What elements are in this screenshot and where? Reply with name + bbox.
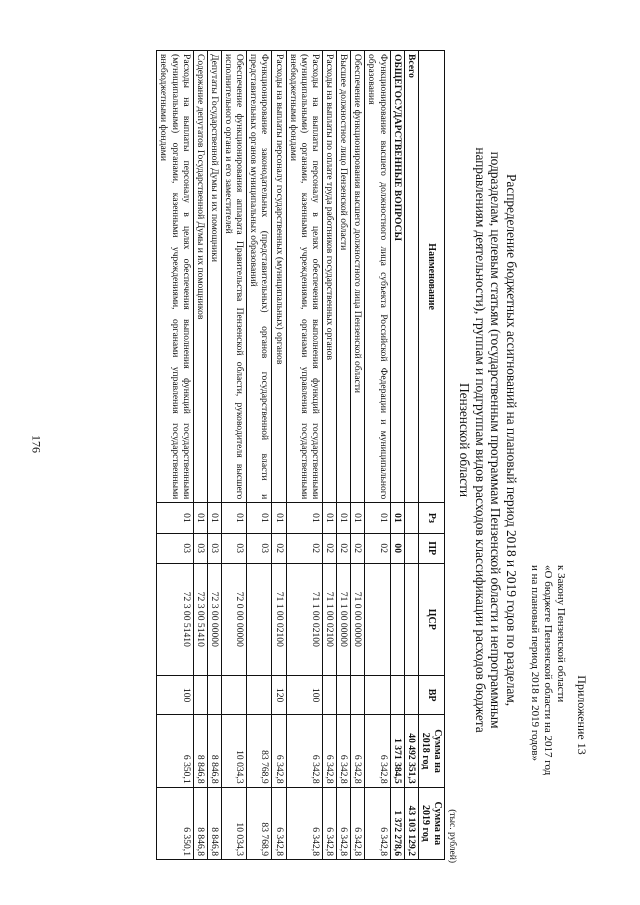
appendix-title: Приложение 13: [575, 675, 589, 755]
cell-rz: 01: [247, 503, 272, 533]
table-row: [247, 51, 272, 860]
cell-csr: [247, 563, 272, 675]
cell-pr: 02: [322, 533, 336, 563]
cell-vr: [404, 675, 418, 715]
header-pr: ПР: [418, 533, 444, 563]
cell-sum-2019: 6 342,8: [365, 787, 390, 859]
page-number: 176: [29, 435, 44, 453]
cell-vr: [221, 675, 246, 715]
cell-pr: 03: [157, 533, 193, 563]
cell-csr: 71 1 00 02100: [322, 563, 336, 675]
cell-sum-2018: 8 846,8: [207, 715, 221, 787]
cell-vr: [365, 675, 390, 715]
cell-sum-2019: 6 342,8: [351, 787, 365, 859]
cell-rz: 01: [390, 503, 404, 533]
cell-sum-2019: 8 846,8: [193, 787, 207, 859]
cell-csr: [365, 563, 390, 675]
cell-sum-2019: 83 768,9: [247, 787, 272, 859]
cell-sum-2019: 6 342,8: [322, 787, 336, 859]
rotated-page: [65, 20, 625, 885]
cell-csr: 71 1 00 02100: [286, 563, 322, 675]
cell-sum-2018: 6 350,1: [157, 715, 193, 787]
cell-rz: 01: [365, 503, 390, 533]
cell-csr: 71 0 00 00000: [351, 563, 365, 675]
cell-pr: 02: [337, 533, 351, 563]
cell-pr: 02: [365, 533, 390, 563]
cell-sum-2018: 8 846,8: [193, 715, 207, 787]
cell-sum-2018: 6 342,8: [286, 715, 322, 787]
cell-vr: 120: [272, 675, 286, 715]
appendix-line: и на плановый период 2018 и 2019 годов»: [528, 565, 541, 762]
cell-sum-2019: 6 342,8: [337, 787, 351, 859]
cell-rz: 01: [337, 503, 351, 533]
cell-name: Всего: [404, 51, 418, 503]
cell-csr: 72 3 00 51410: [193, 563, 207, 675]
appendix-line: к Закону Пензенской области: [554, 565, 567, 703]
cell-sum-2019: 6 350,1: [157, 787, 193, 859]
cell-sum-2018: 10 034,3: [221, 715, 246, 787]
cell-vr: [351, 675, 365, 715]
units-label: (тыс. рублей): [447, 809, 457, 863]
cell-sum-2019: 6 342,8: [286, 787, 322, 859]
table-row: [322, 51, 336, 860]
cell-csr: 72 3 00 00000: [207, 563, 221, 675]
table-header-row: [418, 51, 444, 860]
table-row: [193, 51, 207, 860]
cell-sum-2019: 10 034,3: [221, 787, 246, 859]
cell-sum-2018: 83 768,9: [247, 715, 272, 787]
cell-csr: 72 3 00 51410: [157, 563, 193, 675]
cell-rz: 01: [322, 503, 336, 533]
cell-sum-2019: 8 846,8: [207, 787, 221, 859]
cell-rz: 01: [272, 503, 286, 533]
cell-vr: [337, 675, 351, 715]
cell-name: Расходы на выплаты по оплате труда работников государственных органов: [322, 51, 336, 503]
cell-sum-2018: 1 371 384,5: [390, 715, 404, 787]
cell-sum-2019: 6 342,8: [272, 787, 286, 859]
cell-pr: 03: [221, 533, 246, 563]
cell-name: Функционирование высшего должностного лица субъекта Российской Федерации и муниципального образования: [365, 51, 390, 503]
cell-name: ОБЩЕГОСУДАРСТВЕННЫЕ ВОПРОСЫ: [390, 51, 404, 503]
cell-vr: [390, 675, 404, 715]
cell-rz: 01: [193, 503, 207, 533]
cell-csr: 71 1 00 02100: [272, 563, 286, 675]
header-name: Наименование: [418, 51, 444, 503]
cell-pr: [404, 533, 418, 563]
table-row: [286, 51, 322, 860]
table-row: [365, 51, 390, 860]
header-sum-2018: Сумма на 2018 год: [418, 715, 444, 787]
cell-name: Расходы на выплаты персоналу государственных (муниципальных) органов: [272, 51, 286, 503]
cell-pr: 00: [390, 533, 404, 563]
cell-sum-2018: 6 342,8: [337, 715, 351, 787]
cell-vr: [193, 675, 207, 715]
cell-vr: [247, 675, 272, 715]
header-vr: ВР: [418, 675, 444, 715]
cell-sum-2018: 40 492 351,3: [404, 715, 418, 787]
cell-sum-2018: 6 342,8: [322, 715, 336, 787]
cell-pr: 02: [286, 533, 322, 563]
header-sum-2019: Сумма на 2019 год: [418, 787, 444, 859]
table-row: [272, 51, 286, 860]
table-body: [157, 51, 419, 860]
cell-name: Расходы на выплаты персоналу в целях обеспечения выполнения функций государственными (муниципальными) органами, казенными учреждениями, органами управления государственными внебюджетными фондами: [157, 51, 193, 503]
table-row: [157, 51, 193, 860]
cell-name: Обеспечение функционирования высшего должностного лица Пензенской области: [351, 51, 365, 503]
cell-rz: 01: [286, 503, 322, 533]
appendix-line: «О бюджете Пензенской области на 2017 год: [541, 565, 554, 776]
cell-name: Расходы на выплаты персоналу в целях обеспечения выполнения функций государственными (муниципальными) органами, казенными учреждениями, органами управления государственными внебюджетными фондами: [286, 51, 322, 503]
cell-csr: [390, 563, 404, 675]
cell-sum-2018: 6 342,8: [365, 715, 390, 787]
cell-csr: 71 1 00 00000: [337, 563, 351, 675]
cell-vr: 100: [286, 675, 322, 715]
table-row: [337, 51, 351, 860]
cell-rz: [404, 503, 418, 533]
cell-csr: 72 0 00 00000: [221, 563, 246, 675]
cell-name: Депутаты Государственной Думы и их помощники: [207, 51, 221, 503]
table-row: [221, 51, 246, 860]
budget-table: [156, 50, 445, 860]
cell-vr: [207, 675, 221, 715]
document-title: Распределение бюджетных ассигнований на плановый период 2018 и 2019 годов по разделам, подразделам, целевым статьям (государственным программам Пензенской области и непрограммным направлениям деятельности), группам и подгруппам видов расходов классификации расходов бюджета Пензенской области: [457, 147, 519, 733]
cell-name: Функционирование законодательных (представительных) органов государственной власти и представительных органов муниципальных образований: [247, 51, 272, 503]
cell-vr: [322, 675, 336, 715]
cell-name: Содержание депутатов Государственной Думы и их помощников: [193, 51, 207, 503]
cell-rz: 01: [351, 503, 365, 533]
table-row: [207, 51, 221, 860]
table-row: [404, 51, 418, 860]
header-csr: ЦСР: [418, 563, 444, 675]
cell-pr: 03: [193, 533, 207, 563]
table-row: [390, 51, 404, 860]
cell-sum-2019: 43 103 129,2: [404, 787, 418, 859]
cell-sum-2019: 1 372 278,6: [390, 787, 404, 859]
cell-sum-2018: 6 342,8: [351, 715, 365, 787]
cell-rz: 01: [221, 503, 246, 533]
cell-csr: [404, 563, 418, 675]
cell-pr: 02: [351, 533, 365, 563]
cell-pr: 02: [272, 533, 286, 563]
cell-pr: 03: [207, 533, 221, 563]
cell-rz: 01: [207, 503, 221, 533]
cell-name: Обеспечение функционирования аппарата Правительства Пензенской области, руководителя высшего исполнительного органа и его заместителей: [221, 51, 246, 503]
cell-name: Высшее должностное лицо Пензенской области: [337, 51, 351, 503]
table-row: [351, 51, 365, 860]
cell-sum-2018: 6 342,8: [272, 715, 286, 787]
cell-vr: 100: [157, 675, 193, 715]
cell-pr: 03: [247, 533, 272, 563]
cell-rz: 01: [157, 503, 193, 533]
header-rz: Рз: [418, 503, 444, 533]
appendix-block: [528, 565, 589, 865]
